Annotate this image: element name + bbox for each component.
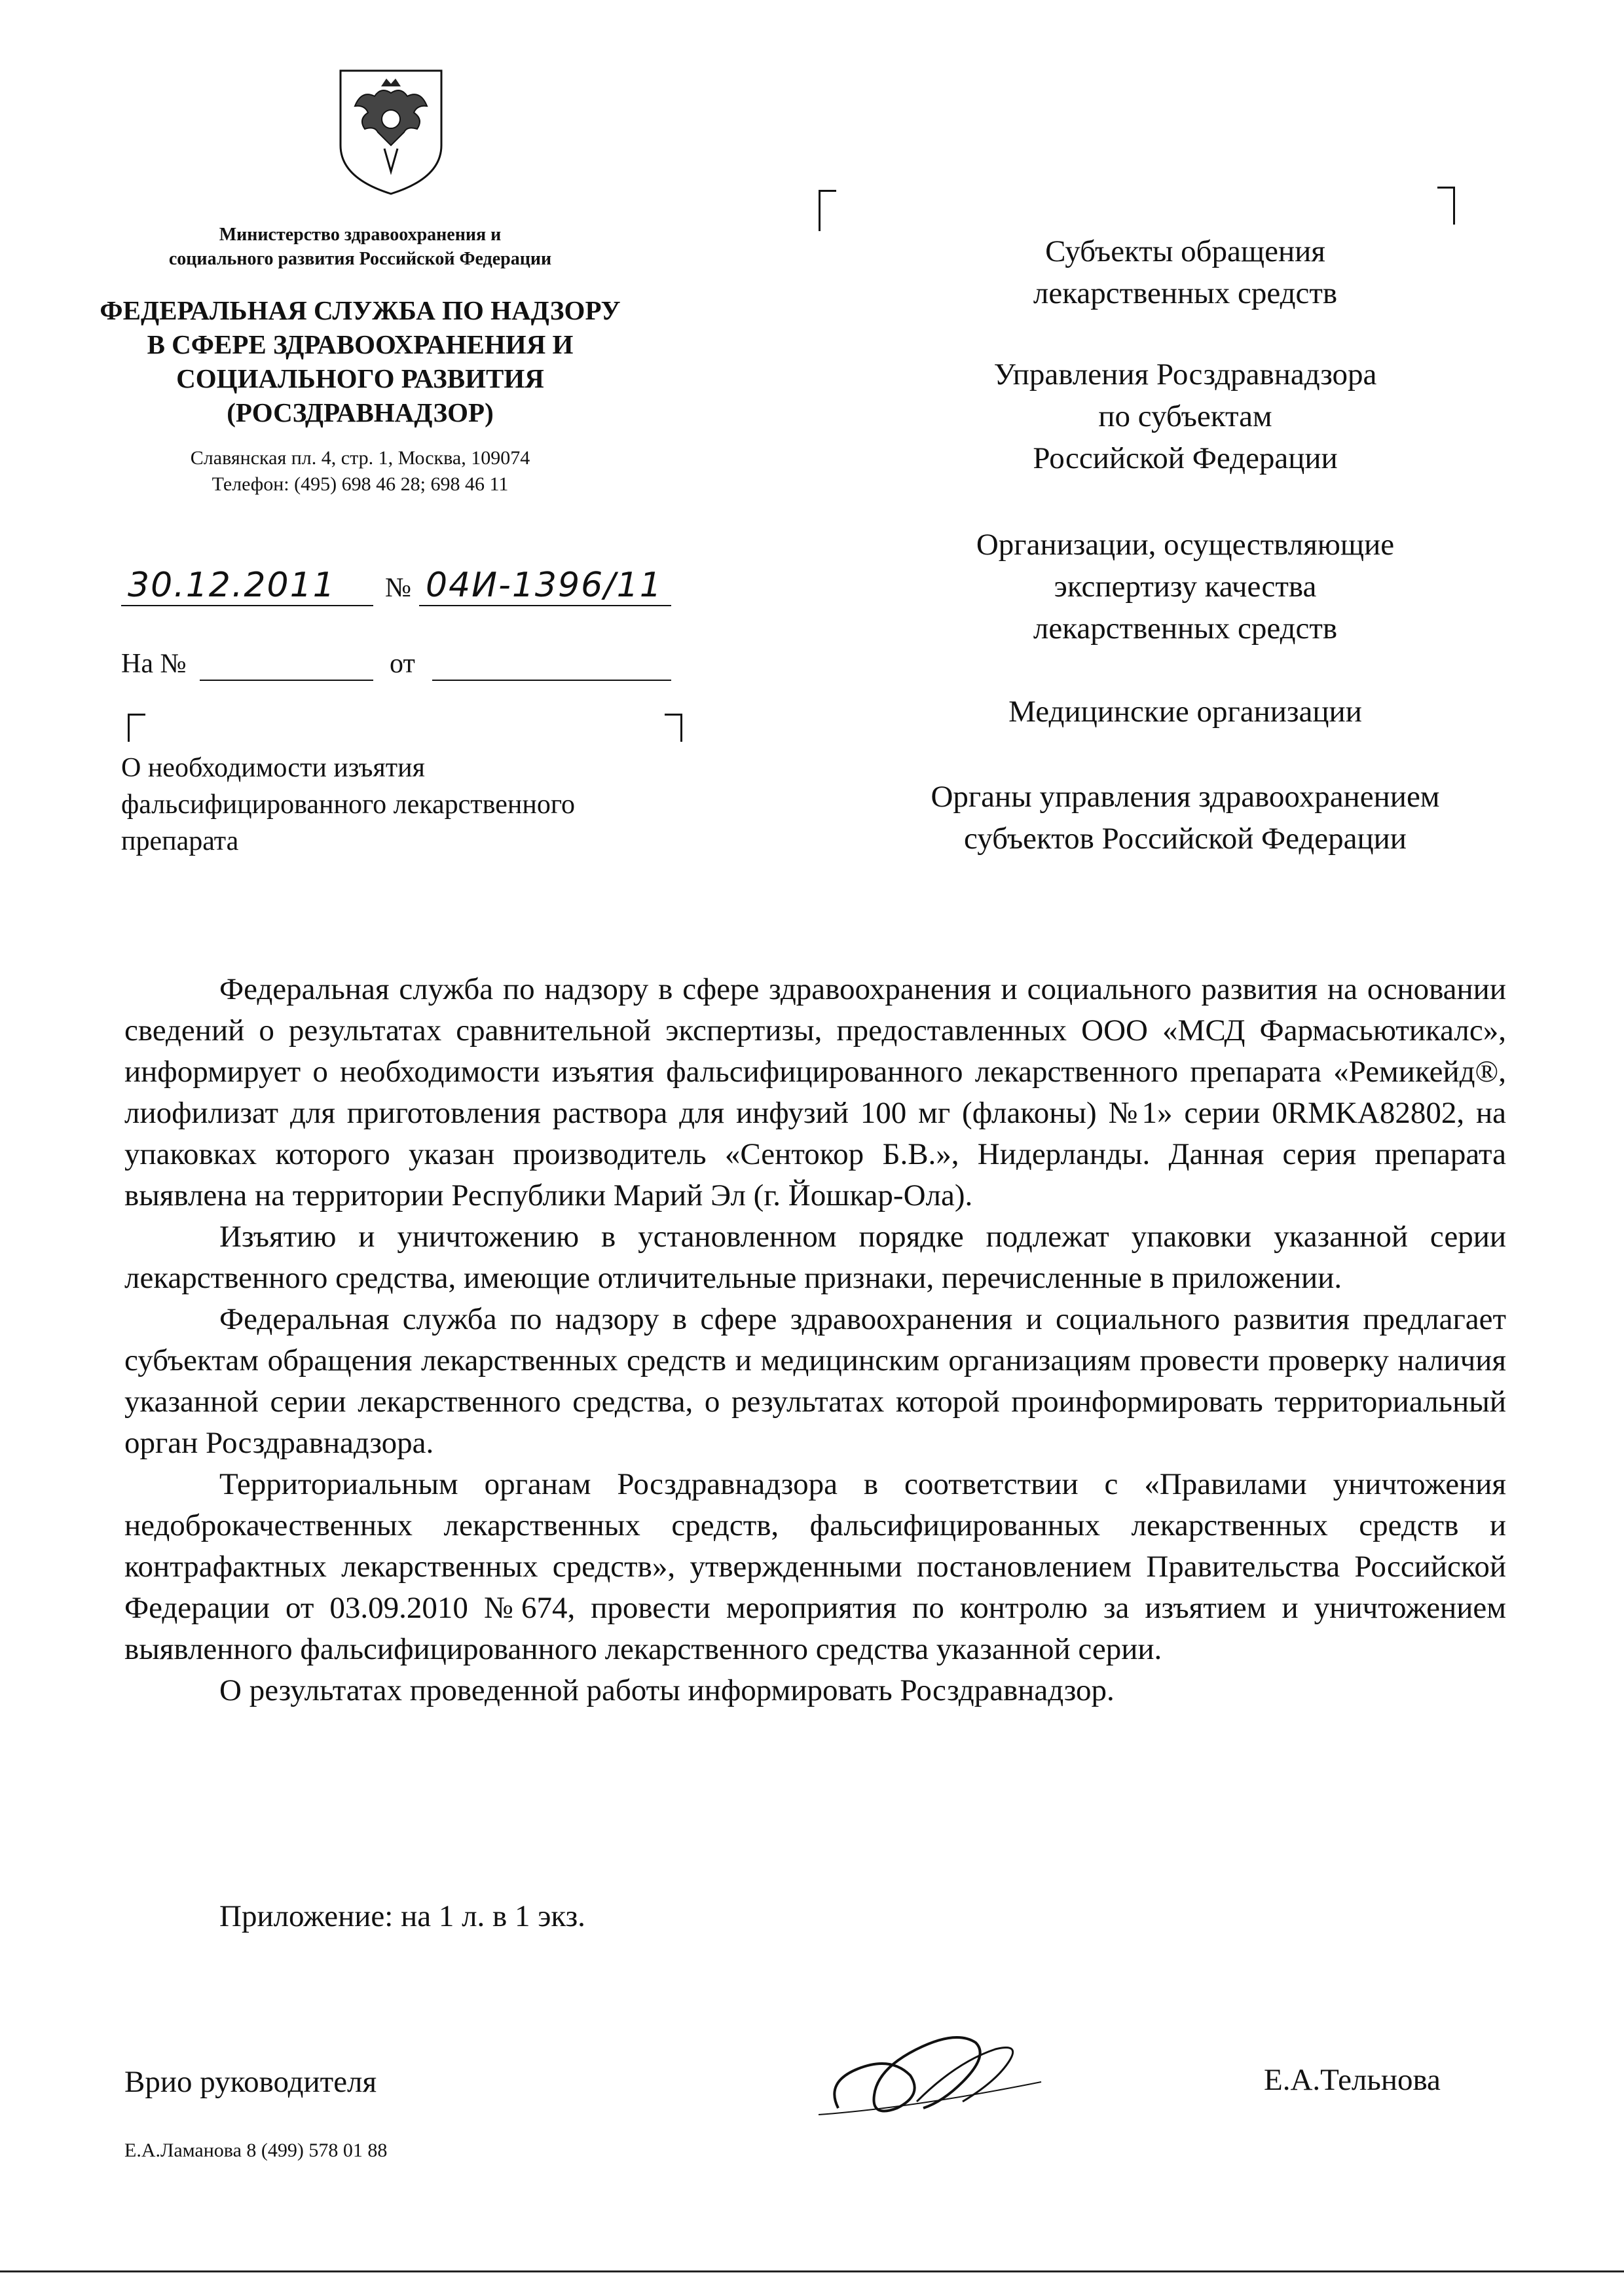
paragraph: Федеральная служба по надзору в сфере здравоохранения и социального развития предлагает субъектам обращения лекарственных средств и медицинским организациям провести проверку наличия указанной серии лекарственного средства, о результатах которой проинформировать территориальный орган Росздравнадзора.: [124, 1302, 1506, 1460]
address-block: [98, 445, 622, 498]
number-sign: №: [385, 573, 412, 603]
corner-mark: [819, 190, 836, 231]
service-line: ФЕДЕРАЛЬНАЯ СЛУЖБА ПО НАДЗОРУ: [100, 295, 621, 325]
registration-number: 04И-1396/11: [426, 566, 663, 605]
signer-name: Е.А.Тельнова: [1264, 2063, 1441, 2097]
ministry-line: Министерство здравоохранения и: [219, 225, 502, 245]
paragraph: О результатах проведенной работы информировать Росздравнадзор.: [219, 1673, 1115, 1707]
recipient-item: Организации, осуществляющие экспертизу качества лекарственных средств: [976, 528, 1395, 646]
reply-date-field: [432, 655, 671, 681]
paragraph: Федеральная служба по надзору в сфере здравоохранения и социального развития на основании сведений о результатах сравнительной экспертизы, предоставленных ООО «МСД Фармасьютикалс», информирует о необходимости изъятия фальсифицированного лекарственного препарата «Ремикейд®, лиофилизат для приготовления раствора для инфузий 100 мг (флаконы) №1» серии 0RMKA82802, на упаковках которого указан производитель «Сентокор Б.В.», Нидерланды. Данная серия препарата выявлена на территории Республики Марий Эл (г. Йошкар-Ола).: [124, 972, 1506, 1212]
paragraph: Территориальным органам Росздравнадзора в соответствии с «Правилами уничтожения недоброкачественных лекарственных средств, фальсифицированных лекарственных средств и контрафактных лекарственных средств», утвержденными постановлением Правительства Российской Федерации от 03.09.2010 №674, провести мероприятия по контролю за изъятием и уничтожением выявленного фальсифицированного лекарственного средства указанной серии.: [124, 1467, 1506, 1666]
ministry-name: [98, 223, 622, 271]
address: Славянская пл. 4, стр. 1, Москва, 109074: [190, 447, 530, 469]
number-field: [419, 563, 671, 606]
recipient-item: Органы управления здравоохранением субъектов Российской Федерации: [931, 780, 1440, 856]
attachment-note: Приложение: на 1 л. в 1 экз.: [219, 1899, 585, 1933]
service-line: В СФЕРЕ ЗДРАВООХРАНЕНИЯ И: [147, 329, 574, 359]
service-name: [65, 293, 655, 429]
recipient-item: Управления Росздравнадзора по субъектам Российской Федерации: [993, 357, 1377, 475]
subject: [121, 750, 710, 860]
reply-number-label: На №: [121, 649, 187, 679]
handwritten-signature-icon: [812, 2010, 1048, 2128]
recipient-item: Медицинские организации: [1008, 695, 1362, 729]
executor-contact: Е.А.Ламанова 8 (499) 578 01 88: [124, 2140, 388, 2161]
service-line: (РОСЗДРАВНАДЗОР): [227, 397, 494, 428]
letter-body: [124, 969, 1506, 1711]
service-line: СОЦИАЛЬНОГО РАЗВИТИЯ: [176, 363, 544, 393]
coat-of-arms-icon: [335, 67, 447, 198]
corner-mark: [128, 714, 145, 742]
ministry-line: социального развития Российской Федерации: [168, 249, 552, 269]
signer-title: Врио руководителя: [124, 2065, 377, 2099]
reply-number-field: [200, 655, 373, 681]
phone: Телефон: (495) 698 46 28; 698 46 11: [212, 473, 509, 495]
recipient-item: Субъекты обращения лекарственных средств: [1033, 234, 1338, 310]
corner-mark: [1437, 187, 1455, 225]
paragraph: Изъятию и уничтожению в установленном порядке подлежат упаковки указанной серии лекарственного средства, имеющие отличительные признаки, перечисленные в приложении.: [124, 1220, 1506, 1295]
reply-date-label: от: [390, 649, 415, 679]
subject-line: О необходимости изъятия: [121, 753, 425, 783]
date-field: [121, 563, 373, 606]
corner-mark: [665, 714, 682, 742]
subject-line: фальсифицированного лекарственного: [121, 790, 576, 820]
registration-date: 30.12.2011: [128, 566, 336, 605]
page-bottom-rule: [0, 2270, 1624, 2272]
subject-line: препарата: [121, 826, 239, 856]
